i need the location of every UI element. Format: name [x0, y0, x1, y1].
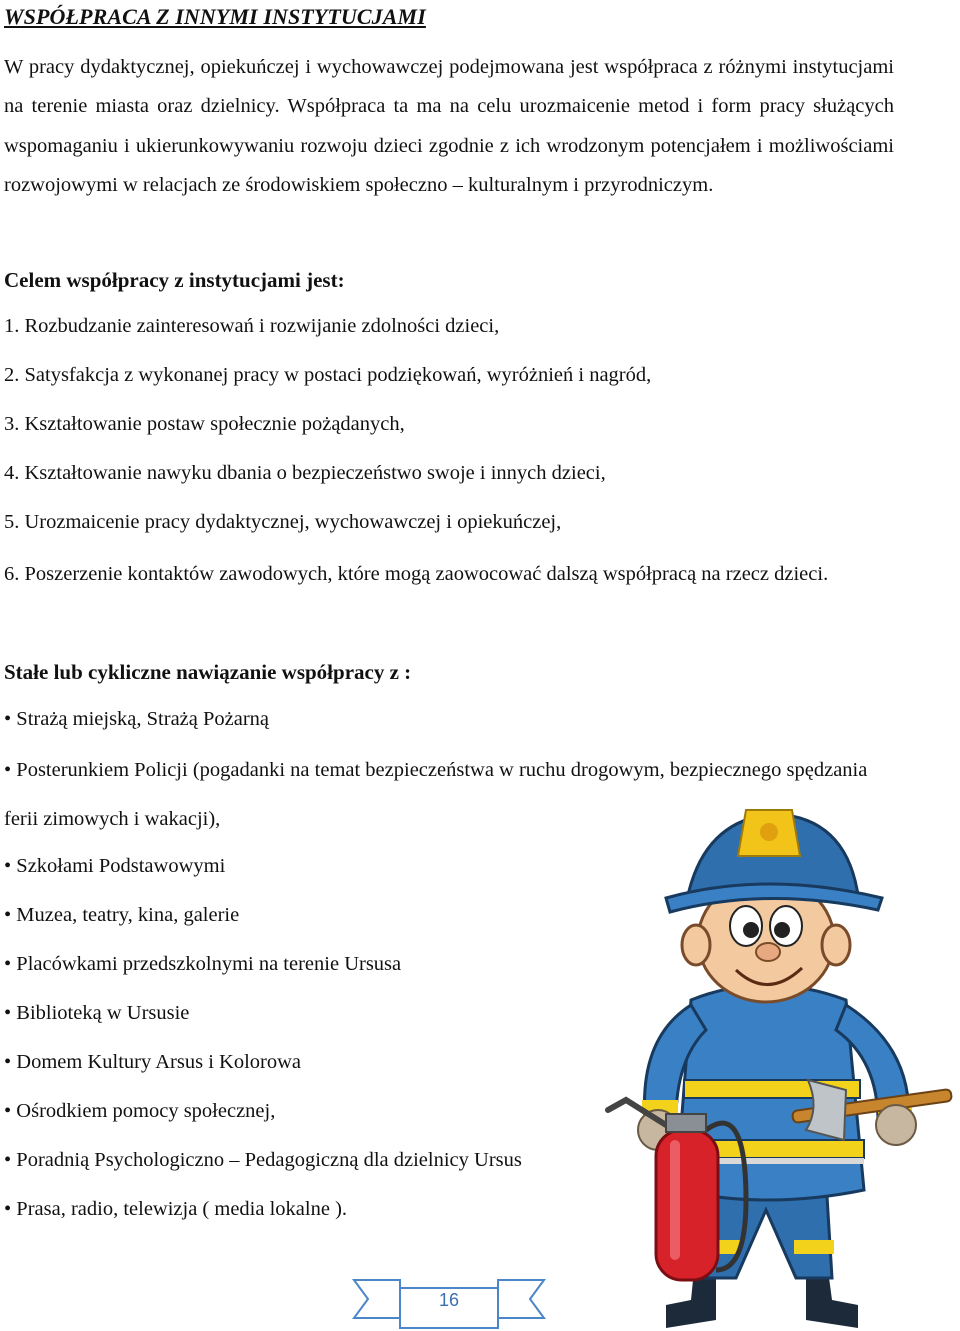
- goal-item: 2. Satysfakcja z wykonanej pracy w postaci podziękowań, wyróżnień i nagród,: [4, 364, 652, 386]
- intro-paragraph: [4, 48, 894, 205]
- firefighter-illustration: [596, 800, 960, 1330]
- cooperation-item: • Ośrodkiem pomocy społecznej,: [4, 1100, 276, 1122]
- page-title: WSPÓŁPRACA Z INNYMI INSTYTUCJAMI: [4, 4, 426, 29]
- cooperation-item: • Strażą miejską, Strażą Pożarną: [4, 708, 270, 730]
- cooperation-item: • Muzea, teatry, kina, galerie: [4, 904, 240, 926]
- goal-item: 5. Urozmaicenie pracy dydaktycznej, wychowawczej i opiekuńczej,: [4, 511, 562, 533]
- intro-lead: W pracy dydaktycznej, opiekuńczej i wychowawczej podejmowana jest współpraca z różnymi instytucjami na terenie miasta oraz dzielnicy.: [4, 56, 894, 118]
- intro-rest: Współpraca ta ma na celu urozmaicenie metod i form pracy służących wspomaganiu i ukierunkowywaniu rozwoju dzieci zgodnie z ich wrodzonym potencjałem i możliwościami rozwojowymi w relacjach ze środowiskiem społeczno – kulturalnym i przyrodniczym.: [4, 95, 894, 196]
- goal-item: 1. Rozbudzanie zainteresowań i rozwijanie zdolności dzieci,: [4, 315, 500, 337]
- cooperation-item: • Szkołami Podstawowymi: [4, 855, 226, 877]
- cooperation-item: • Poradnią Psychologiczno – Pedagogiczną dla dzielnicy Ursus: [4, 1149, 522, 1171]
- goal-item: 3. Kształtowanie postaw społecznie pożądanych,: [4, 413, 405, 435]
- cooperation-item: • Prasa, radio, telewizja ( media lokalne ).: [4, 1198, 348, 1220]
- cooperation-item: • Domem Kultury Arsus i Kolorowa: [4, 1051, 301, 1073]
- goals-heading: Celem współpracy z instytucjami jest:: [4, 268, 345, 292]
- page-number: 16: [438, 1290, 460, 1310]
- goal-item: 4. Kształtowanie nawyku dbania o bezpieczeństwo swoje i innych dzieci,: [4, 462, 606, 484]
- cooperation-item: • Biblioteką w Ursusie: [4, 1002, 190, 1024]
- goal-item: 6. Poszerzenie kontaktów zawodowych, które mogą zaowocować dalszą współpracą na rzecz dzieci.: [4, 563, 829, 585]
- cooperation-item: • Posterunkiem Policji (pogadanki na temat bezpieczeństwa w ruchu drogowym, bezpiecznego spędzania ferii zimowych i wakacji),: [4, 759, 868, 830]
- cooperation-heading: Stałe lub cykliczne nawiązanie współpracy z :: [4, 660, 412, 684]
- cooperation-item: • Placówkami przedszkolnymi na terenie Ursusa: [4, 953, 402, 975]
